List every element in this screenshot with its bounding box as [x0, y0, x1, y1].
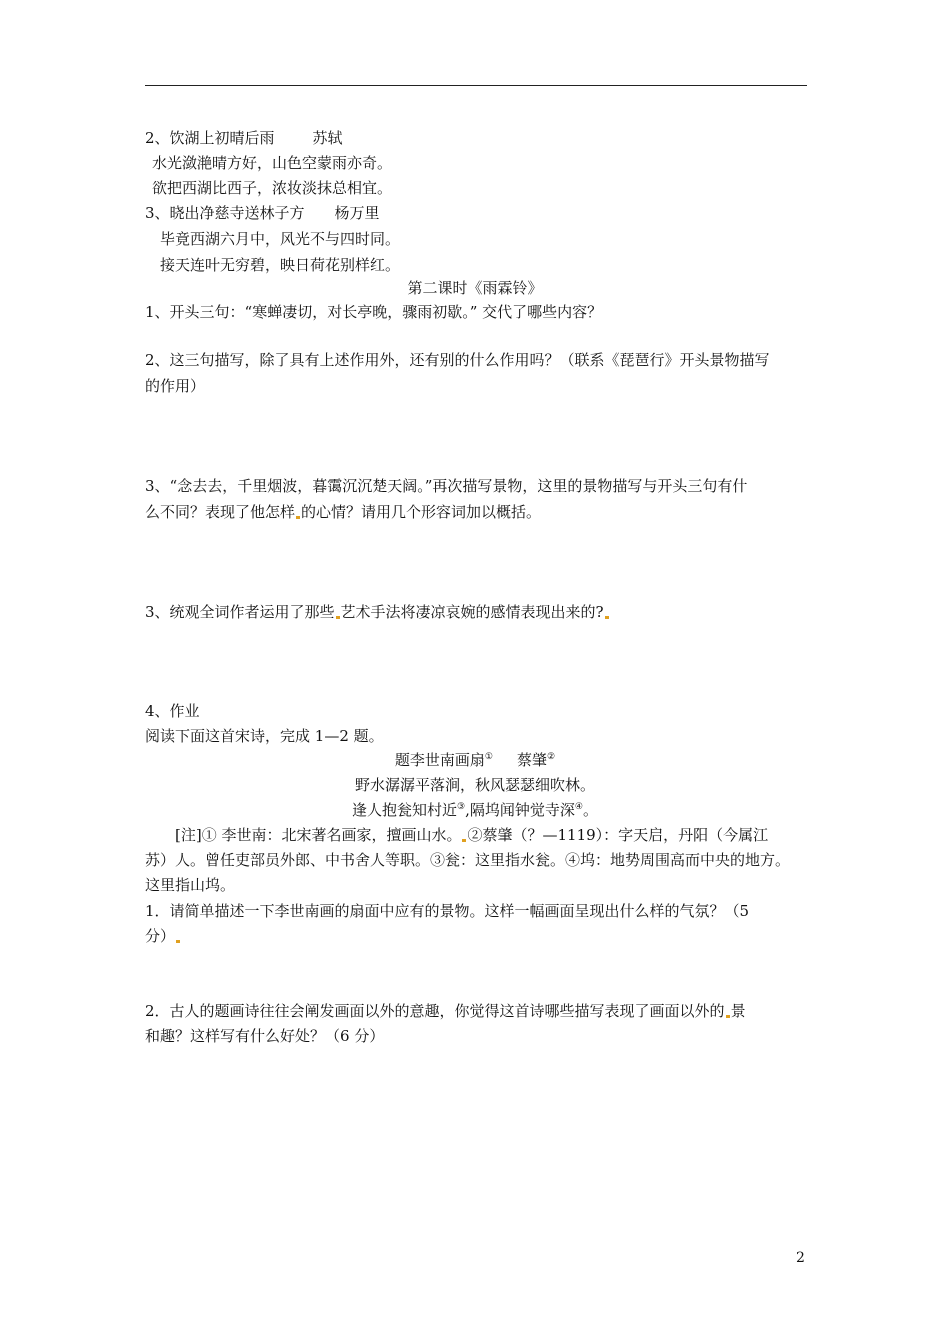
poem2-line1: 水光潋滟晴方好，山色空蒙雨亦奇。	[152, 154, 393, 172]
question-4-part1: 3、统观全词作者运用了那些	[145, 603, 335, 621]
hw-question-2-part2: 景	[730, 1002, 746, 1020]
poem3-line2: 接天连叶无穷碧，映日荷花别样红。	[160, 256, 401, 274]
hw-poem-title: 题李世南画扇	[394, 751, 485, 769]
annotation-line3: 这里指山坞。	[145, 876, 236, 894]
hw-question-1-tail: 分）	[145, 927, 176, 945]
poem2-line2: 欲把西湖比西子，浓妆淡抹总相宜。	[152, 179, 393, 197]
poem2-title: 2、饮湖上初晴后雨	[145, 129, 275, 147]
poem3-title: 3、晓出净慈寺送林子方	[145, 204, 305, 222]
question-3-part2: 的心情？请用几个形容词加以概括。	[301, 503, 542, 521]
hw-poem-title-note: ①	[484, 752, 493, 762]
annotation-line1	[175, 825, 768, 845]
hw-poem-line2-b: ,隔坞闻钟觉寺深	[465, 801, 575, 819]
homework-heading: 4、作业	[145, 702, 200, 720]
mark-dot	[726, 1015, 730, 1018]
hw-poem-title-line	[0, 750, 950, 770]
question-4-line	[145, 602, 610, 622]
question-2-line1: 2、这三句描写，除了具有上述作用外，还有别的什么作用吗？（联系《琵琶行》开头景物描写	[145, 351, 770, 369]
homework-intro: 阅读下面这首宋诗，完成 1—2 题。	[145, 727, 384, 745]
question-3-line1: 3、“念去去，千里烟波，暮霭沉沉楚天阔。”再次描写景物，这里的景物描写与开头三句有什	[145, 477, 748, 495]
annotation-part2: ②蔡肇（？—1119）：字天启，丹阳（今属江	[467, 826, 769, 844]
lesson2-heading: 第二课时《雨霖铃》	[407, 279, 543, 297]
annotation-part1: [注]① 李世南：北宋著名画家，擅画山水。	[175, 826, 462, 844]
hw-question-1-line1: 1．请简单描述一下李世南画的扇面中应有的景物。这样一幅画面呈现出什么样的气氛？（5	[145, 902, 750, 920]
hw-poem-line1: 野水潺潺平落涧，秋风瑟瑟细吹林。	[354, 776, 595, 794]
mark-dot	[296, 516, 300, 519]
hw-question-1-line2	[145, 926, 181, 946]
question-3-line2	[145, 502, 541, 522]
hw-poem-note-4: ④	[574, 802, 583, 812]
mark-dot	[336, 616, 340, 619]
poem3-line1: 毕竟西湖六月中，风光不与四时同。	[160, 230, 401, 248]
question-2-line2: 的作用）	[145, 377, 206, 395]
hw-poem-note-3: ③	[457, 802, 466, 812]
hw-question-2-line2: 和趣？这样写有什么好处？（6 分）	[145, 1027, 385, 1045]
hw-poem-author: 蔡肇	[517, 751, 548, 769]
question-3-part1: 么不同？表现了他怎样	[145, 503, 296, 521]
hw-poem-line2-a: 逢人抱瓮知村近	[352, 801, 458, 819]
hw-question-2-part1: 2．古人的题画诗往往会阐发画面以外的意趣，你觉得这首诗哪些描写表现了画面以外的	[145, 1002, 725, 1020]
poem3-title-line	[145, 203, 380, 223]
header-rule	[145, 85, 807, 86]
mark-dot	[605, 616, 609, 619]
mark-dot	[462, 839, 466, 842]
hw-poem-line2-end: 。	[582, 801, 598, 819]
question-1: 1、开头三句：“寒蝉凄切，对长亭晚，骤雨初歇。” 交代了哪些内容？	[145, 303, 603, 321]
mark-dot	[176, 940, 180, 943]
poem2-author: 苏轼	[312, 129, 343, 147]
poem2-title-line	[145, 128, 343, 148]
hw-poem-author-note: ②	[547, 752, 556, 762]
hw-poem-line2	[0, 800, 950, 820]
poem3-author: 杨万里	[334, 204, 380, 222]
question-4-part2: 艺术手法将凄凉哀婉的感情表现出来的?	[340, 603, 604, 621]
page-number: 2	[796, 1250, 805, 1266]
hw-question-2-line1	[145, 1001, 746, 1021]
annotation-line2: 苏）人。曾任吏部员外郎、中书舍人等职。③瓮：这里指水瓮。④坞：地势周围高而中央的地方。	[145, 851, 791, 869]
